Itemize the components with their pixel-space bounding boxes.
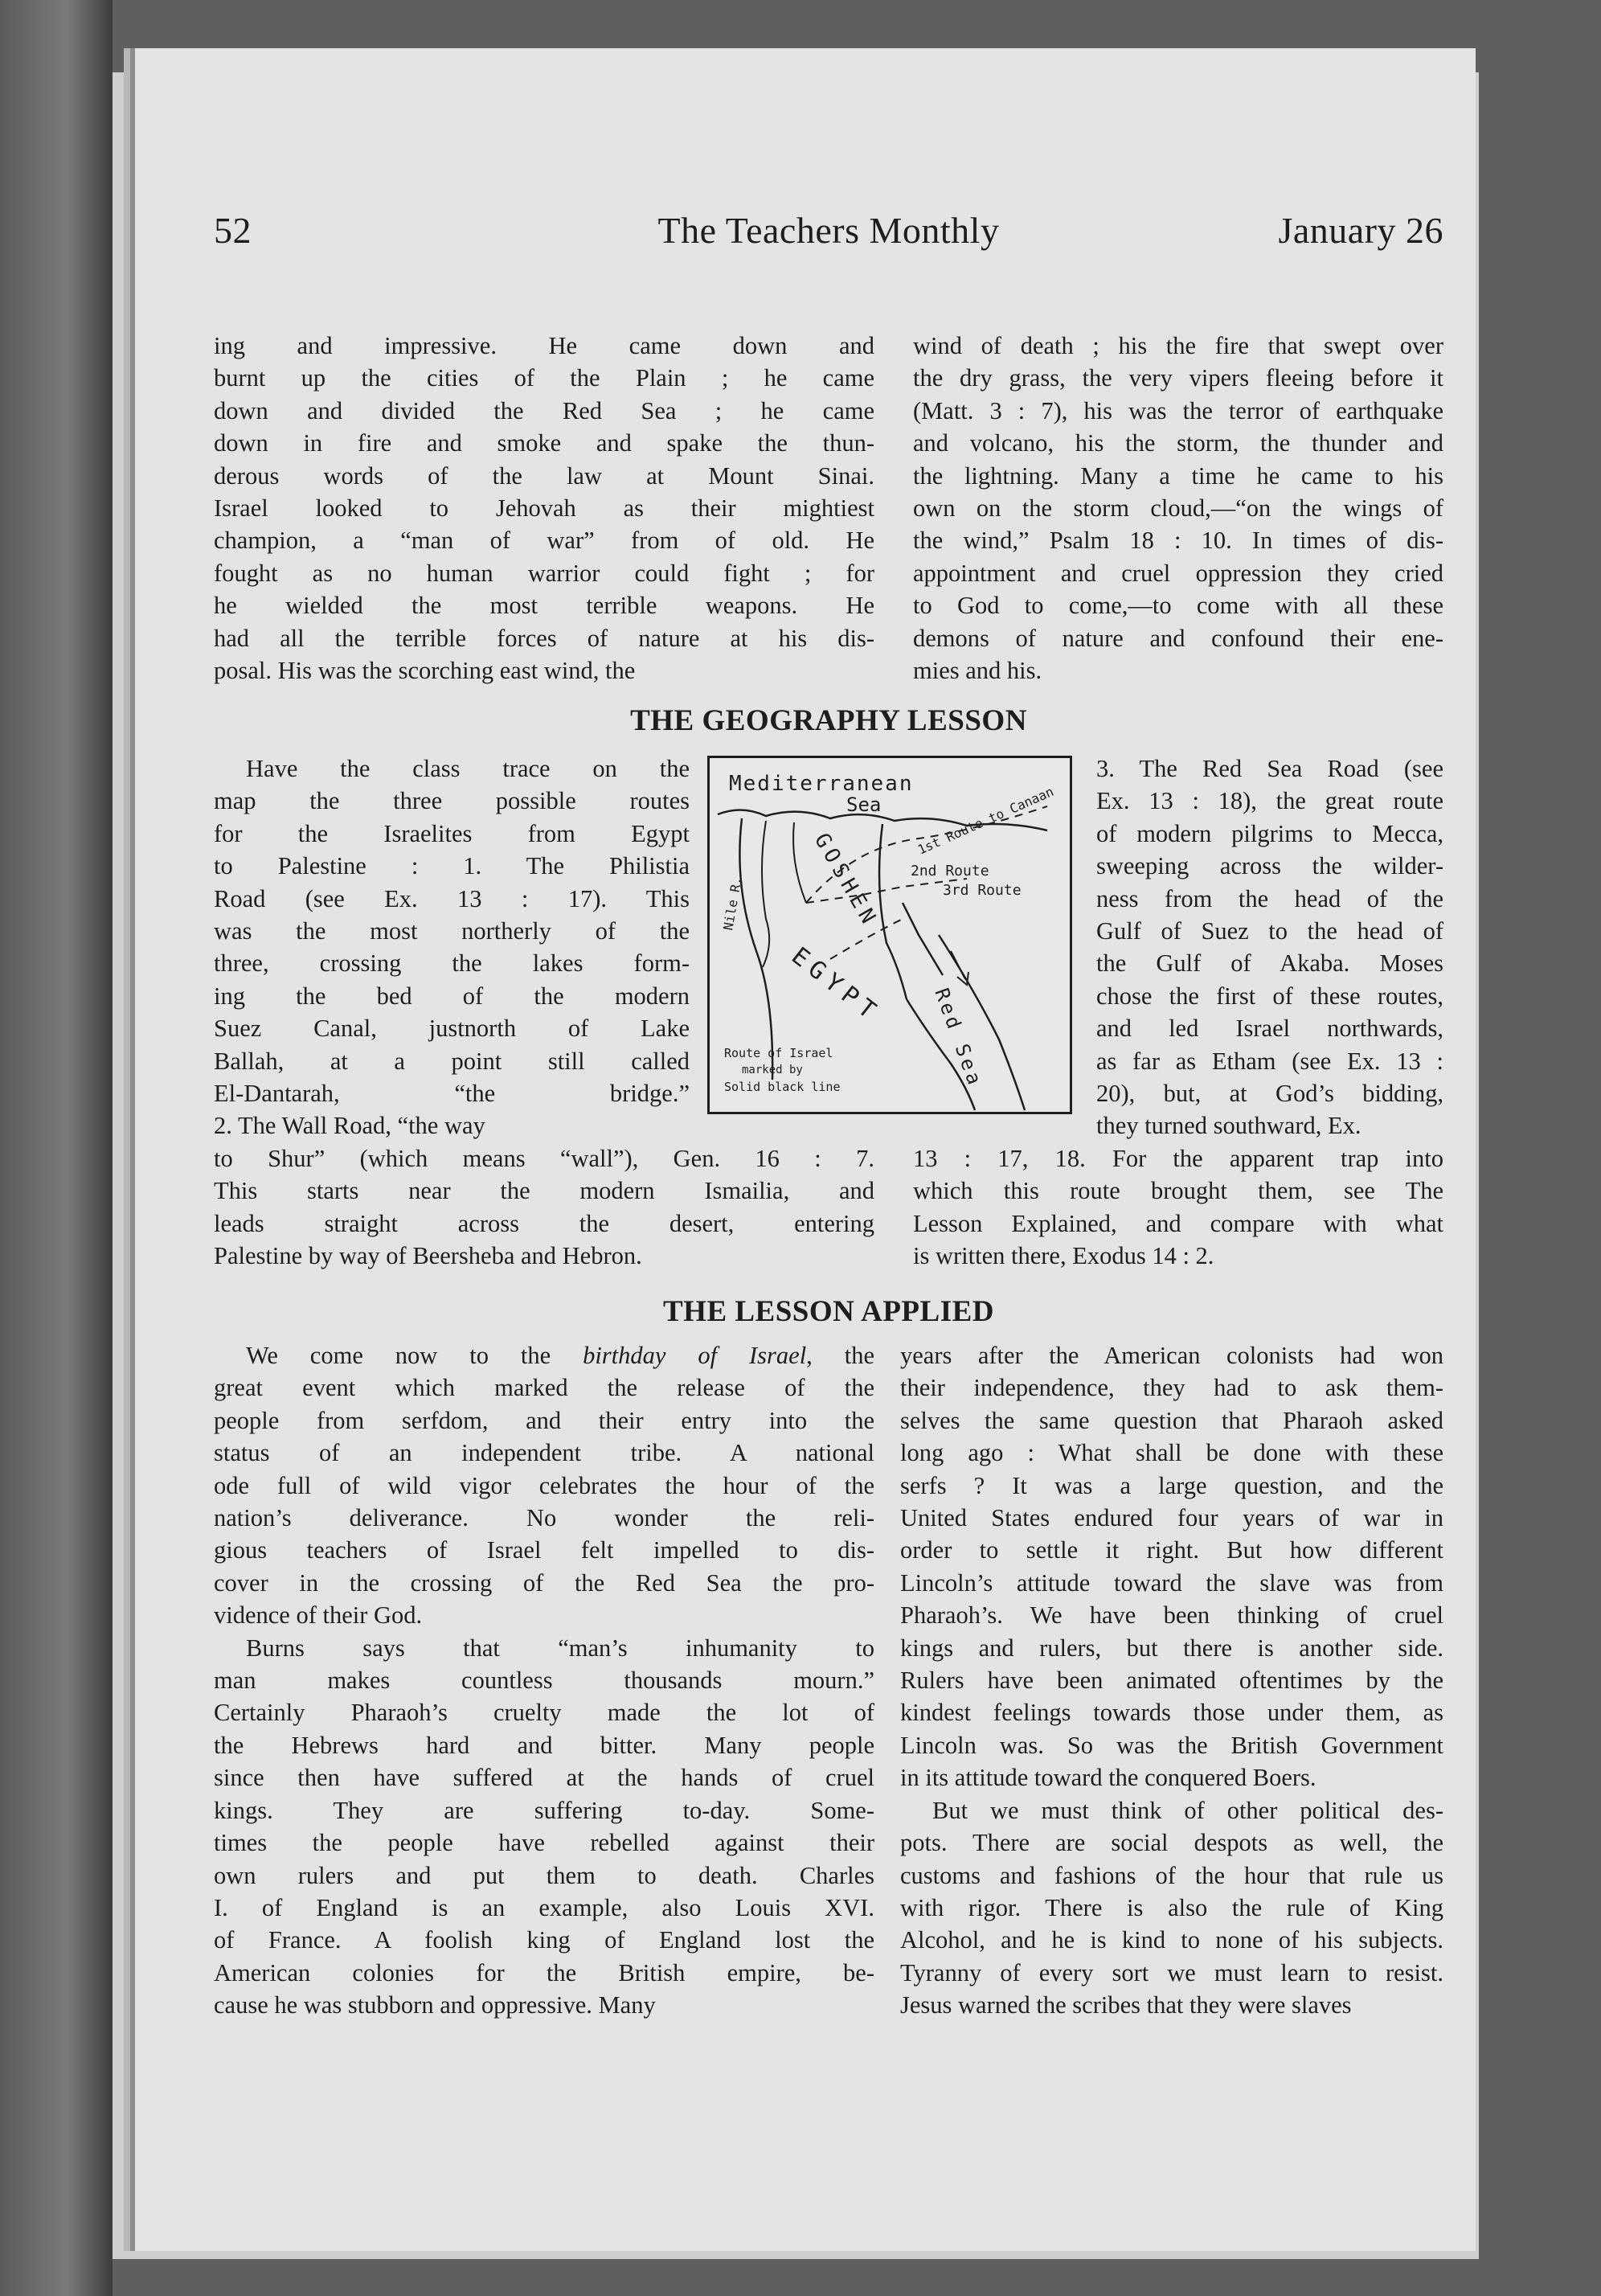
text-line: order to settle it right. But how different (900, 1536, 1443, 1564)
text-line: the dry grass, the very vipers fleeing before it (913, 364, 1443, 392)
map-label-red-sea: Red Sea (930, 985, 987, 1091)
journal-title: The Teachers Monthly (657, 210, 1000, 251)
issue-date: January 26 (1278, 210, 1443, 251)
text-line: kings. They are suffering to-day. Some- (214, 1796, 874, 1824)
text-line: the Hebrews hard and bitter. Many people (214, 1731, 874, 1759)
text-line: of France. A foolish king of England lost the (214, 1926, 874, 1954)
geography-bottom-left (214, 1142, 874, 1273)
map-legend-line-1: Route of Israel (724, 1046, 833, 1060)
text-line: man makes countless thousands mourn.” (214, 1667, 874, 1695)
text-line: wind of death ; his the fire that swept over (913, 332, 1443, 359)
text-line: map the three possible routes (214, 787, 690, 815)
text-line: selves the same question that Pharaoh asked (900, 1406, 1443, 1434)
text-line: times the people have rebelled against their (214, 1829, 874, 1857)
text-line: derous words of the law at Mount Sinai. (214, 461, 874, 490)
text-line: to God to come,—to come with all these (913, 592, 1443, 620)
text-line: gious teachers of Israel felt impelled to dis- (214, 1536, 874, 1564)
text-line: since then have suffered at the hands of cruel (214, 1764, 874, 1792)
text-line: the lightning. Many a time he came to his (913, 461, 1443, 490)
text-line: 3. The Red Sea Road (see (1096, 755, 1443, 782)
text-line: own on the storm cloud,—“on the wings of (913, 494, 1443, 523)
text-line: kings and rulers, but there is another side. (900, 1634, 1443, 1662)
text-line: for the Israelites from Egypt (214, 819, 690, 847)
text-line: sweeping across the wilder- (1096, 852, 1443, 880)
text-line: down and divided the Red Sea ; he came (214, 396, 874, 424)
text-line: I. of England is an example, also Louis XVI. (214, 1893, 874, 1921)
text-line: down in fire and smoke and spake the thun- (214, 429, 874, 457)
text-line: fought as no human warrior could fight ; for (214, 559, 874, 587)
text-line: which this route brought them, see The (913, 1177, 1443, 1205)
text-line: Tyranny of every sort we must learn to resist. (900, 1958, 1443, 1986)
text-line: kindest feelings towards those under them, as (900, 1699, 1443, 1727)
text-line: champion, a “man of war” from of old. He (214, 527, 874, 555)
applied-left-column (214, 1339, 874, 2022)
text-line: appointment and cruel oppression they cried (913, 559, 1443, 587)
map-drawing (710, 758, 1070, 1112)
text-line: Burns says that “man’s inhumanity to (246, 1634, 874, 1662)
isthmus-line (879, 824, 907, 999)
text-line: American colonies for the British empire, be- (214, 1958, 874, 1986)
map-label-sea-1: Mediterranean (729, 772, 914, 796)
text-line: vidence of their God. (214, 1601, 423, 1630)
geography-heading: THE GEOGRAPHY LESSON (630, 704, 1027, 737)
text-line: Gulf of Suez to the head of (1096, 917, 1443, 945)
map-label-route-3: 3rd Route (943, 882, 1022, 899)
map-label-goshen: GOSHEN (809, 829, 882, 933)
map-legend-line-3: Solid black line (724, 1080, 841, 1094)
text-line: posal. His was the scorching east wind, the (214, 657, 636, 685)
running-header (214, 209, 1443, 273)
text-line: people from serfdom, and their entry into the (214, 1406, 874, 1434)
map-legend-line-2: marked by (742, 1064, 803, 1076)
text-line: Road (see Ex. 13 : 17). This (214, 884, 690, 912)
text-line: ness from the head of the (1096, 884, 1443, 912)
map-label-nile: Nile R. (720, 875, 745, 932)
text-line: (Matt. 3 : 7), his was the terror of earthquake (913, 396, 1443, 424)
text-line: But we must think of other political des- (932, 1796, 1443, 1824)
text-line: three, crossing the lakes form- (214, 949, 690, 978)
geography-right-column (1096, 752, 1443, 1142)
text-line: as far as Etham (see Ex. 13 : (1096, 1047, 1443, 1075)
text-line: was the most northerly of the (214, 917, 690, 945)
geography-left-column (214, 752, 690, 1142)
text-line: customs and fashions of the hour that rule us (900, 1861, 1443, 1889)
text-line: Alcohol, and he is kind to none of his subjects. (900, 1926, 1443, 1954)
text-line: Rulers have been animated oftentimes by the (900, 1667, 1443, 1695)
nile-branch (762, 821, 769, 967)
top-left-column (214, 330, 874, 687)
text-line: Lincoln’s attitude toward the slave was from (900, 1568, 1443, 1597)
text-line: the wind,” Psalm 18 : 10. In times of dis- (913, 527, 1443, 555)
top-right-column (913, 330, 1443, 687)
text-line: great event which marked the release of the (214, 1374, 874, 1402)
text-line: Ex. 13 : 18), the great route (1096, 787, 1443, 815)
text-line: cover in the crossing of the Red Sea the pro- (214, 1568, 874, 1597)
text-line: their independence, they had to ask them- (900, 1374, 1443, 1402)
text-line: Pharaoh’s. We have been thinking of cruel (900, 1601, 1443, 1630)
text-line: Certainly Pharaoh’s cruelty made the lot of (214, 1699, 874, 1727)
text-line: he wielded the most terrible weapons. He (214, 592, 874, 620)
map-label-route-2: 2nd Route (911, 863, 989, 879)
applied-heading: THE LESSON APPLIED (662, 1295, 994, 1328)
map-label-sea-2: Sea (846, 793, 882, 816)
text-line: years after the American colonists had won (900, 1342, 1443, 1369)
route-map (707, 756, 1072, 1114)
text-line: Have the class trace on the (246, 755, 690, 782)
text-line: status of an independent tribe. A national (214, 1439, 874, 1467)
text-line: mies and his. (913, 657, 1042, 685)
text-line: the Gulf of Akaba. Moses (1096, 949, 1443, 978)
text-line: We come now to the birthday of Israel, the (246, 1342, 874, 1369)
text-line: nation’s deliverance. No wonder the reli- (214, 1504, 874, 1532)
text-line: they turned southward, Ex. (1096, 1112, 1361, 1140)
text-line: Jesus warned the scribes that they were slaves (900, 1991, 1352, 2019)
text-line: 13 : 17, 18. For the apparent trap into (913, 1145, 1443, 1172)
text-line: pots. There are social despots as well, the (900, 1829, 1443, 1857)
text-line: of modern pilgrims to Mecca, (1096, 819, 1443, 847)
nile-river (739, 818, 772, 1080)
text-line: United States endured four years of war in (900, 1504, 1443, 1532)
geography-bottom-right (913, 1142, 1443, 1273)
map-label-egypt: EGYPT (786, 941, 886, 1029)
text-line: Lincoln was. So was the British Government (900, 1731, 1443, 1759)
text-line: serfs ? It was a large question, and the (900, 1471, 1443, 1499)
text-line: and volcano, his the storm, the thunder and (913, 429, 1443, 457)
text-line: 2. The Wall Road, “the way (214, 1112, 485, 1140)
text-line: Lesson Explained, and compare with what (913, 1209, 1443, 1237)
text-line: ing and impressive. He came down and (214, 332, 874, 359)
nile-branch-east (793, 822, 806, 903)
arrow-shaft (951, 951, 965, 979)
text-line: to Shur” (which means “wall”), Gen. 16 : 7. (214, 1145, 874, 1172)
map-label-route-1: 1st Route to Canaan (915, 783, 1056, 858)
text-line: and led Israel northwards, (1096, 1015, 1443, 1043)
scan-edge (0, 0, 113, 2296)
text-line: ode full of wild vigor celebrates the hour of the (214, 1471, 874, 1499)
text-line: This starts near the modern Ismailia, and (214, 1177, 874, 1205)
text-line: cause he was stubborn and oppressive. Many (214, 1991, 656, 2019)
text-line: Palestine by way of Beersheba and Hebron. (214, 1242, 642, 1270)
text-line: long ago : What shall be done with these (900, 1439, 1443, 1467)
text-line: ing the bed of the modern (214, 982, 690, 1010)
text-line: 20), but, at God’s bidding, (1096, 1080, 1443, 1108)
text-line: had all the terrible forces of nature at his dis- (214, 624, 874, 652)
text-line: Ballah, at a point still called (214, 1047, 690, 1075)
text-line: Israel looked to Jehovah as their mightiest (214, 494, 874, 523)
text-line: Suez Canal, justnorth of Lake (214, 1015, 690, 1043)
page-number: 52 (214, 210, 252, 251)
text-line: in its attitude toward the conquered Boers. (900, 1764, 1316, 1792)
text-line: with rigor. There is also the rule of King (900, 1893, 1443, 1921)
text-line: demons of nature and confound their ene- (913, 624, 1443, 652)
text-line: chose the first of these routes, (1096, 982, 1443, 1010)
israel-route-solid (903, 903, 943, 975)
text-line: El-Dantarah, “the bridge.” (214, 1080, 690, 1108)
text-line: is written there, Exodus 14 : 2. (913, 1242, 1214, 1270)
applied-right-column (900, 1339, 1443, 2022)
text-line: burnt up the cities of the Plain ; he came (214, 364, 874, 392)
text-line: own rulers and put them to death. Charles (214, 1861, 874, 1889)
text-line: leads straight across the desert, entering (214, 1209, 874, 1237)
text-line: to Palestine : 1. The Philistia (214, 852, 690, 880)
